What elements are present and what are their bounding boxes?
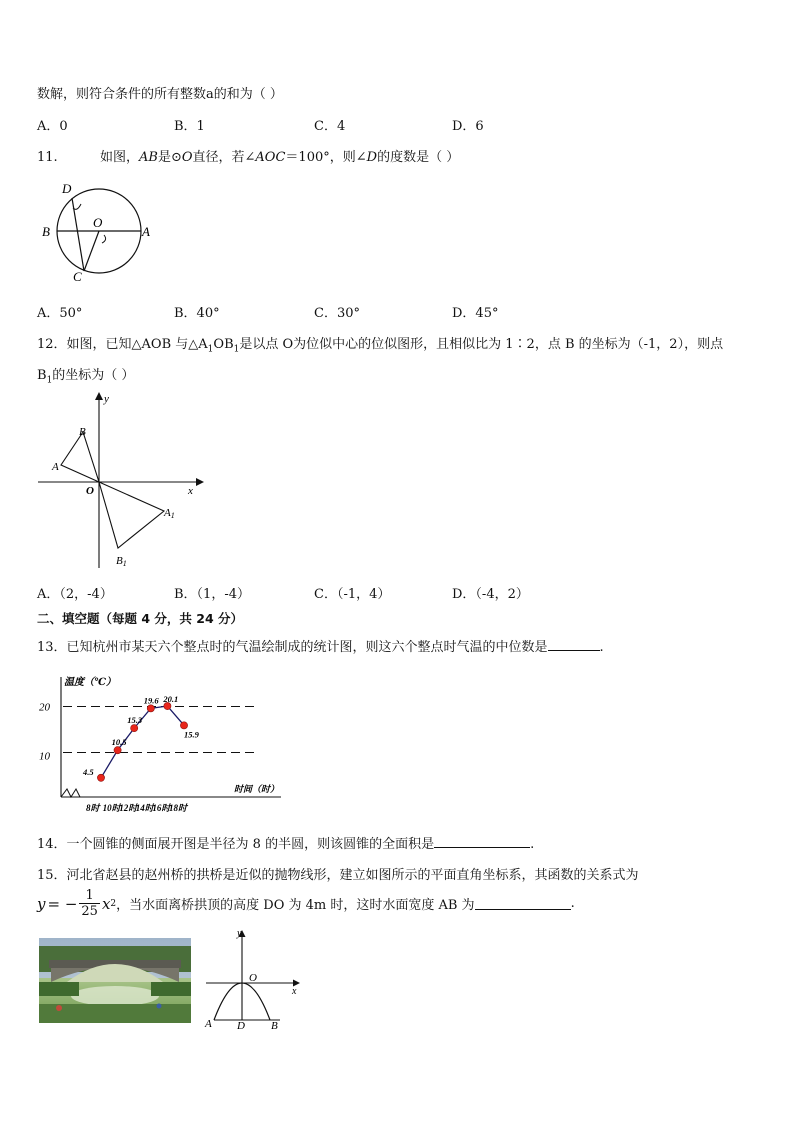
- q15-stem-line1: 15．河北省赵县的赵州桥的拱桥是近似的抛物线形，建立如图所示的平面直角坐标系，其函数的关系式为: [37, 868, 639, 883]
- q12-label-a1-letter: A: [164, 507, 171, 519]
- q14-answer-blank[interactable]: [434, 835, 530, 848]
- q15-text-2: ，当水面离桥拱顶的高度 DO 为 4m 时，这时水面宽度 AB 为: [116, 898, 475, 913]
- q15-eq-x: x: [101, 894, 111, 913]
- q12-label-a1-sub: 1: [170, 511, 175, 520]
- q12-text-2: OB: [213, 337, 234, 352]
- q14-end: .: [530, 837, 535, 852]
- q15-fraction: [79, 888, 100, 919]
- q12-text-1: 12．如图，已知△AOB 与△A: [37, 337, 208, 352]
- q12-label-b1-letter: B: [116, 555, 123, 567]
- q11-ab: AB: [138, 150, 158, 165]
- q10-options: [37, 115, 757, 133]
- q13-temperature-chart: [36, 672, 286, 817]
- q12-stem-line2: [37, 364, 134, 386]
- chart-value-label-18: 15.9: [184, 729, 199, 740]
- q11-options: [37, 302, 757, 320]
- q11-option-d[interactable]: D．45°: [452, 306, 499, 321]
- q10-tail: 数解，则符合条件的所有整数a的和为（ ）: [37, 87, 283, 102]
- q10-option-d[interactable]: D．6: [452, 119, 484, 134]
- chart-xtick-18: 18时: [169, 803, 188, 813]
- q11-text-5: 的度数是（ ）: [377, 150, 460, 165]
- q12-label-b1-sub: 1: [122, 559, 127, 568]
- q12-sub-a1: 1: [207, 344, 214, 355]
- q15-frac-num: 1: [85, 888, 94, 903]
- q13-answer-blank[interactable]: [548, 638, 600, 651]
- chart-value-label-12: 15.3: [127, 715, 143, 726]
- q11-label-o: O: [93, 215, 103, 230]
- q11-number: 11.: [37, 150, 58, 165]
- chart-xlabel: 时间（时）: [234, 784, 280, 794]
- q11-circle-figure: [38, 178, 158, 288]
- chart-xtick-8: 8时: [86, 803, 100, 813]
- q12-option-c[interactable]: C．（-1，4）: [314, 587, 391, 602]
- q11-text-3: 直径，若∠: [192, 150, 256, 165]
- q13-text: 13．已知杭州市某天六个整点时的气温绘制成的统计图，则这六个整点时气温的中位数是: [37, 640, 548, 655]
- chart-xtick-12: 12时: [119, 803, 138, 813]
- chart-value-label-14: 19.6: [143, 695, 159, 706]
- chart-point-14: [147, 705, 154, 712]
- q12-text-4: 的坐标为（ ）: [52, 368, 135, 383]
- chart-ytick-10: 10: [39, 750, 50, 763]
- q12-stem-line1: [37, 333, 723, 355]
- q12-label-a: A: [52, 461, 59, 473]
- chart-value-label-16: 20.1: [163, 694, 179, 705]
- q12-option-d[interactable]: D．（-4，2）: [452, 587, 529, 602]
- q11-d: D: [366, 150, 378, 165]
- bridge-photo: [39, 938, 191, 1023]
- q12-options: [37, 583, 757, 601]
- q15-eq-pow: 2: [110, 898, 117, 909]
- q15-label-a: A: [205, 1018, 212, 1030]
- chart-ytick-20: 20: [39, 701, 50, 714]
- q15-answer-blank[interactable]: [475, 897, 571, 910]
- chart-xtick-14: 14时: [135, 803, 154, 813]
- q14-stem: [37, 833, 534, 852]
- q12-b: B: [37, 368, 47, 383]
- q11-aoc: AOC: [255, 150, 286, 165]
- q11-label-a: A: [142, 224, 150, 239]
- q11-text-4: ＝100°，则∠: [285, 150, 367, 165]
- q10-option-a[interactable]: A．0: [37, 119, 68, 134]
- q15-label-o: O: [249, 972, 257, 984]
- q10-option-b[interactable]: B．1: [174, 119, 205, 134]
- q15-axis-y: y: [237, 928, 242, 939]
- q12-text-3: 是以点 O为位似中心的位似图形，且相似比为 1∶2，点 B 的坐标为（-1，2），则点: [239, 337, 724, 352]
- chart-point-12: [131, 725, 138, 732]
- chart-point-18: [180, 722, 187, 729]
- chart-value-label-10: 10.5: [111, 737, 127, 748]
- q11-text-2: 是⊙: [157, 150, 182, 165]
- q12-axis-y: y: [104, 393, 109, 405]
- section-title: 二、填空题（每题 4 分，共 24 分）: [37, 611, 244, 626]
- q15-axis-x: x: [292, 986, 297, 997]
- q12-sub-b1-2: 1: [46, 375, 53, 386]
- chart-point-8: [97, 774, 104, 781]
- chart-xtick-10: 10时: [102, 803, 121, 813]
- q13-end: .: [599, 640, 604, 655]
- q15-eq-sign: = −: [47, 894, 78, 913]
- q13-stem: [37, 636, 604, 655]
- q10-option-c[interactable]: C．4: [314, 119, 346, 134]
- q12-sub-b1: 1: [233, 344, 240, 355]
- q11-option-c[interactable]: C．30°: [314, 306, 360, 321]
- q12-option-a[interactable]: A．（2，-4）: [37, 587, 113, 602]
- q11-stem: [37, 146, 459, 165]
- q15-stem-line2: [37, 888, 575, 924]
- q11-text-1: 如图，: [99, 150, 139, 165]
- q12-label-b1: [116, 555, 127, 568]
- q11-o: O: [181, 150, 193, 165]
- q11-option-a[interactable]: A．50°: [37, 306, 83, 321]
- q11-option-b[interactable]: B．40°: [174, 306, 220, 321]
- chart-point-10: [114, 747, 121, 754]
- q12-label-o: O: [86, 485, 94, 497]
- q15-end: .: [570, 896, 575, 911]
- chart-ylabel: 温度（℃）: [64, 677, 116, 688]
- q14-text: 14．一个圆锥的侧面展开图是半径为 8 的半圆，则该圆锥的全面积是: [37, 837, 435, 852]
- q11-label-b: B: [42, 224, 50, 239]
- q12-option-b[interactable]: B．（1，-4）: [174, 587, 250, 602]
- q12-axis-x: x: [188, 485, 193, 497]
- q12-label-b: B: [79, 426, 86, 438]
- q15-label-d: D: [237, 1020, 245, 1032]
- q15-parabola-figure: [204, 926, 304, 1032]
- q11-label-d: D: [62, 181, 72, 196]
- q15-label-b: B: [271, 1020, 278, 1032]
- q11-label-c: C: [73, 269, 82, 284]
- q12-label-a1: [163, 507, 175, 520]
- q15-eq-y: y: [37, 894, 46, 913]
- chart-value-label-8: 4.5: [83, 766, 94, 777]
- chart-xtick-16: 16时: [152, 803, 171, 813]
- q15-frac-den: 25: [81, 904, 98, 919]
- q12-homothety-figure: [36, 390, 206, 575]
